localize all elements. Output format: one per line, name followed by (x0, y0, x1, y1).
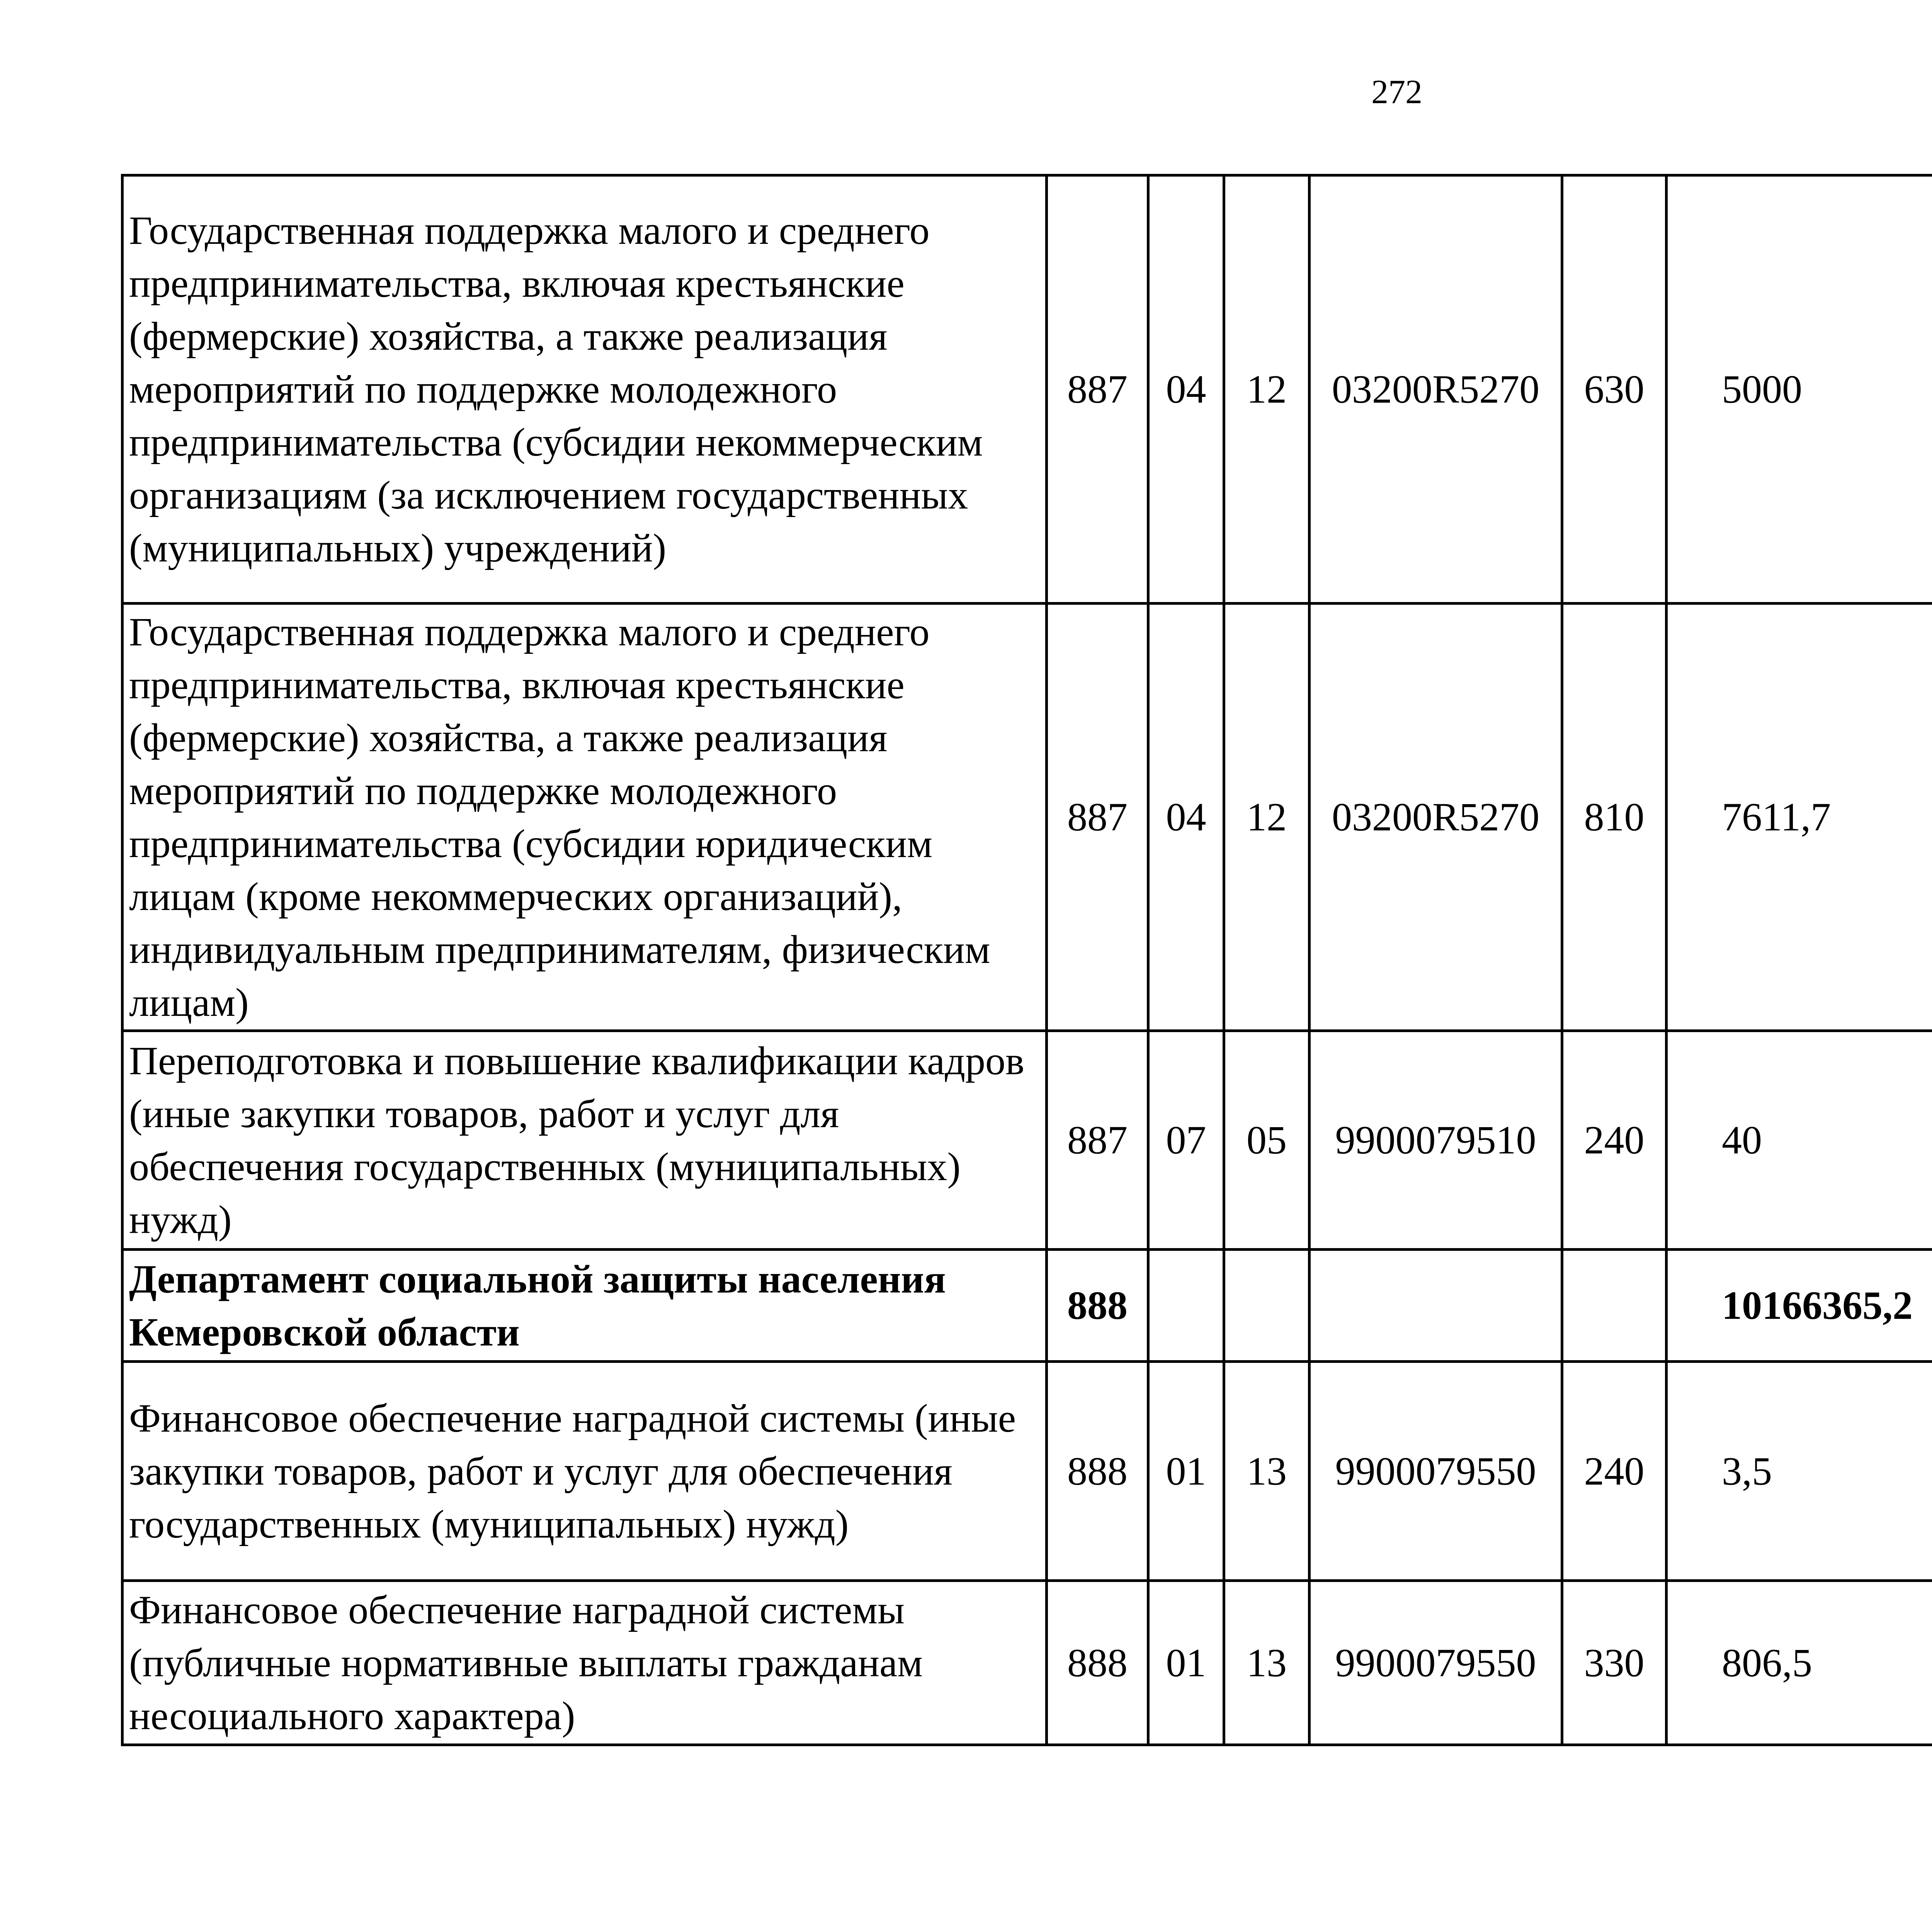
target-article-code: 03200R5270 (1310, 604, 1562, 1031)
amount-year-1: 3,5 (1667, 1362, 1932, 1581)
department-code: 887 (1047, 604, 1148, 1031)
row-name: Финансовое обеспечение наградной системы (публичные нормативные выплаты гражданам несоциального характера) (122, 1581, 1047, 1745)
expense-type-code: 240 (1562, 1362, 1667, 1581)
table-row (122, 1581, 1932, 1745)
department-code: 888 (1047, 1250, 1148, 1362)
subsection-code: 13 (1224, 1362, 1310, 1581)
expense-type-code: 330 (1562, 1581, 1667, 1745)
section-code: 01 (1148, 1581, 1224, 1745)
table-row (122, 1031, 1932, 1250)
department-name: Департамент социальной защиты населения Кемеровской области (122, 1250, 1047, 1362)
expense-type-code: 630 (1562, 175, 1667, 604)
section-code (1148, 1250, 1224, 1362)
row-name: Переподготовка и повышение квалификации кадров (иные закупки товаров, работ и услуг для обеспечения государственных (муниципальных) нужд) (122, 1031, 1047, 1250)
section-code: 04 (1148, 175, 1224, 604)
department-code: 888 (1047, 1581, 1148, 1745)
table-row (122, 175, 1932, 604)
budget-table (121, 174, 1932, 1746)
table-row (122, 1362, 1932, 1581)
row-name: Государственная поддержка малого и среднего предпринимательства, включая крестьянские (фермерские) хозяйства, а также реализация мероприятий по поддержке молодежного предпринимательства (субсидии юридическим лицам (кроме некоммерческих организаций), индивидуальным предпринимателям, физическим лицам) (122, 604, 1047, 1031)
section-code: 01 (1148, 1362, 1224, 1581)
page-number: 272 (1371, 73, 1422, 111)
section-code: 07 (1148, 1031, 1224, 1250)
target-article-code: 9900079510 (1310, 1031, 1562, 1250)
subsection-code: 05 (1224, 1031, 1310, 1250)
row-name: Финансовое обеспечение наградной системы (иные закупки товаров, работ и услуг для обеспечения государственных (муниципальных) нужд) (122, 1362, 1047, 1581)
expense-type-code: 810 (1562, 604, 1667, 1031)
target-article-code: 03200R5270 (1310, 175, 1562, 604)
target-article-code: 9900079550 (1310, 1581, 1562, 1745)
department-code: 887 (1047, 1031, 1148, 1250)
subsection-code: 12 (1224, 175, 1310, 604)
target-article-code: 9900079550 (1310, 1362, 1562, 1581)
subsection-code (1224, 1250, 1310, 1362)
amount-year-1: 10166365,2 (1667, 1250, 1932, 1362)
amount-year-1: 806,5 (1667, 1581, 1932, 1745)
subsection-code: 13 (1224, 1581, 1310, 1745)
table-row-department-total (122, 1250, 1932, 1362)
expense-type-code: 240 (1562, 1031, 1667, 1250)
amount-year-1: 40 (1667, 1031, 1932, 1250)
target-article-code (1310, 1250, 1562, 1362)
subsection-code: 12 (1224, 604, 1310, 1031)
expense-type-code (1562, 1250, 1667, 1362)
department-code: 887 (1047, 175, 1148, 604)
department-code: 888 (1047, 1362, 1148, 1581)
amount-year-1: 7611,7 (1667, 604, 1932, 1031)
table-row (122, 604, 1932, 1031)
section-code: 04 (1148, 604, 1224, 1031)
amount-year-1: 5000 (1667, 175, 1932, 604)
row-name: Государственная поддержка малого и среднего предпринимательства, включая крестьянские (фермерские) хозяйства, а также реализация мероприятий по поддержке молодежного предпринимательства (субсидии некоммерческим организациям (за исключением государственных (муниципальных) учреждений) (122, 175, 1047, 604)
